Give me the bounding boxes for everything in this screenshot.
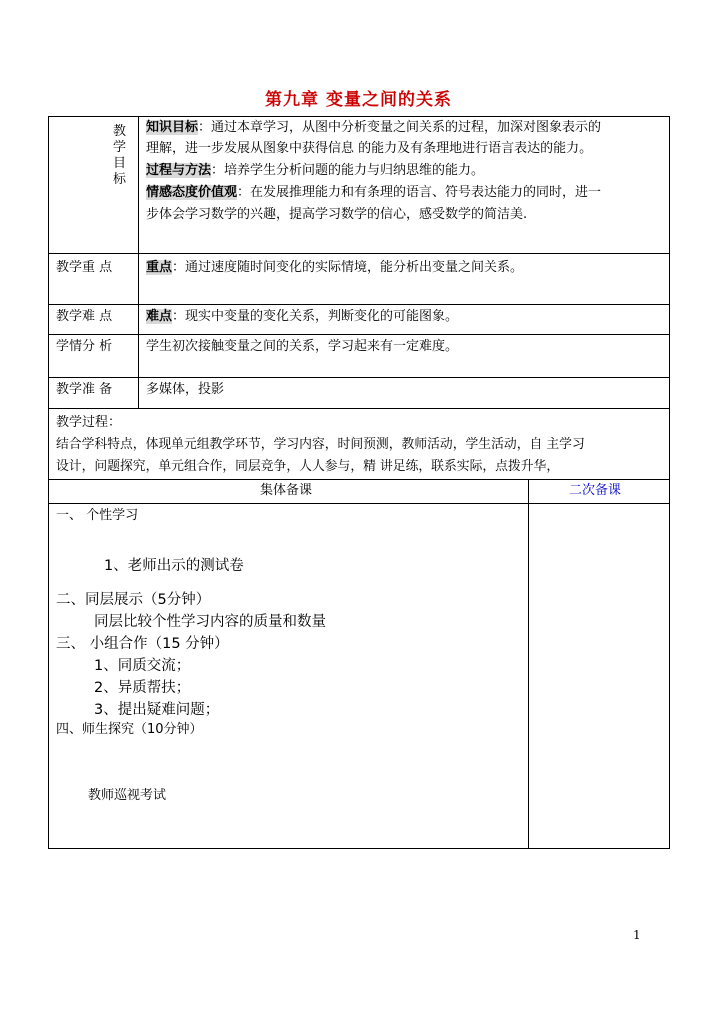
page-number: 1 [633,928,641,942]
section-group-work: 三、 小组合作（15 分钟） [56,636,229,652]
knowledge-goal-heading: 知识目标 [146,120,199,135]
situation-label: 学情分 析 [56,339,113,354]
difficulty-label: 教学难 点 [56,309,113,324]
attitude-text: ：在发展推理能力和有条理的语言、符号表达能力的同时，进一 [237,185,602,200]
section-item: 2、异质帮扶； [94,680,191,696]
process-line: 结合学科特点，体现单元组教学环节，学习内容，时间预测，教师活动，学生活动，自 主学习 [56,437,585,452]
section-item: 1、老师出示的测试卷 [104,558,244,574]
secondary-prep-header: 二次备课 [569,483,622,498]
preparation-label: 教学准 备 [56,382,113,397]
section-personal-study: 一、 个性学习 [56,508,139,523]
objectives-label-char: 教 [113,124,127,139]
process-method-heading: 过程与方法 [146,163,212,178]
row-divider [48,253,669,254]
objectives-label-char: 目 [113,156,127,171]
objective-knowledge [146,117,601,138]
process-heading: 教学过程： [56,415,122,430]
objective-attitude [146,182,601,203]
key-point-content [146,257,523,278]
row-divider [48,334,669,335]
section-item: 同层比较个性学习内容的质量和数量 [94,614,326,630]
objectives-label-char: 标 [113,172,127,187]
key-point-heading: 重点 [146,260,173,275]
column-divider [138,116,139,409]
row-divider [48,304,669,305]
situation-text: 学生初次接触变量之间的关系，学习起来有一定难度。 [146,339,459,354]
key-point-text: ：通过速度随时间变化的实际情境，能分析出变量之间关系。 [172,260,524,275]
collective-prep-header: 集体备课 [260,483,313,498]
key-point-label: 教学重 点 [56,260,113,275]
process-line: 设计，问题探究，单元组合作，同层竞争，人人参与，精 讲足练，联系实际，点拨升华， [56,459,560,474]
row-divider [48,503,669,504]
section-teacher-student: 四、师生探究（10分钟） [56,722,203,737]
knowledge-goal-text: ：通过本章学习，从图中分析变量之间关系的过程，加深对图象表示的 [198,120,602,135]
attitude-heading: 情感态度价值观 [146,185,238,200]
section-item: 1、同质交流； [94,658,191,674]
objective-process [146,160,484,181]
row-divider [48,377,669,378]
difficulty-text: ：现实中变量的变化关系，判断变化的可能图象。 [172,309,459,324]
section-peer-display: 二、同层展示（5分钟） [56,592,211,608]
page-title: 第九章 变量之间的关系 [265,90,452,110]
objective-knowledge-cont: 理解，进一步发展从图象中获得信息 的能力及有条理地进行语言表达的能力。 [146,141,593,156]
objective-attitude-cont: 步体会学习数学的兴趣，提高学习数学的信心，感受数学的简洁美. [146,207,528,222]
objectives-label-char: 学 [113,140,127,155]
process-method-text: ：培养学生分析问题的能力与归纳思维的能力。 [211,163,485,178]
row-divider [48,408,669,409]
column-divider [528,479,529,849]
difficulty-content [146,306,458,327]
section-item: 3、提出疑难问题； [94,702,220,718]
preparation-text: 多媒体，投影 [146,382,225,397]
difficulty-heading: 难点 [146,309,173,324]
section-item: 教师巡视考试 [88,788,167,803]
